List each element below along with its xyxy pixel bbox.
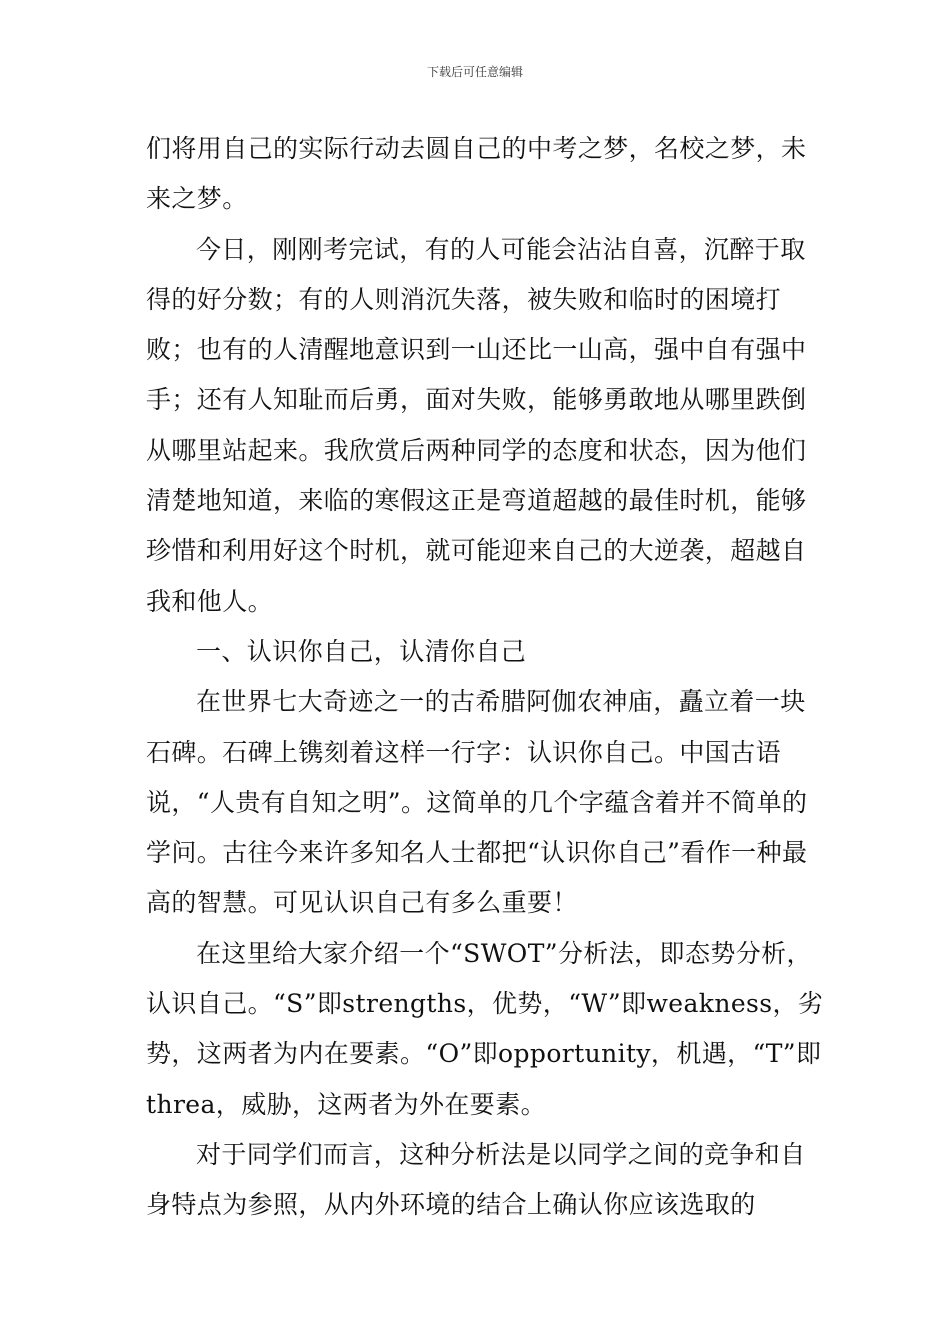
paragraph-swot-application: 对于同学们而言，这种分析法是以同学之间的竞争和自身特点为参照，从内外环境的结合上确认你应该选取的 [146, 1139, 806, 1220]
document-body [146, 124, 826, 1231]
section-heading: 一、认识你自己，认清你自己 [196, 636, 527, 666]
paragraph-know-yourself: 在世界七大奇迹之一的古希腊阿伽农神庙，矗立着一块石碑。石碑上镌刻着这样一行字：认识你自己。中国古语说，“人贵有自知之明”。这简单的几个字蕴含着并不简单的学问。古往今来许多知名人士都把“认识你自己”看作一种最高的智慧。可见认识自己有多么重要！ [146, 687, 808, 918]
paragraph-swot-intro: 在这里给大家介绍一个“SWOT”分析法，即态势分析，认识自己。“S”即strengths，优势，“W”即weakness，劣势，这两者为内在要素。“O”即opportunity，机遇，“T”即threa，威胁，这两者为外在要素。 [146, 938, 824, 1119]
page-header: 下载后可任意编辑 [426, 65, 523, 79]
paragraph-exam-reflection: 今日，刚刚考完试，有的人可能会沾沾自喜，沉醉于取得的好分数；有的人则消沉失落，被失败和临时的困境打败；也有的人清醒地意识到一山还比一山高，强中自有强中手；还有人知耻而后勇，面对失败，能够勇敢地从哪里跌倒从哪里站起来。我欣赏后两种同学的态度和状态，因为他们清楚地知道，来临的寒假这正是弯道超越的最佳时机，能够珍惜和利用好这个时机，就可能迎来自己的大逆袭，超越自我和他人。 [146, 234, 807, 616]
paragraph-continuation: 们将用自己的实际行动去圆自己的中考之梦，名校之梦，未来之梦。 [146, 134, 807, 214]
